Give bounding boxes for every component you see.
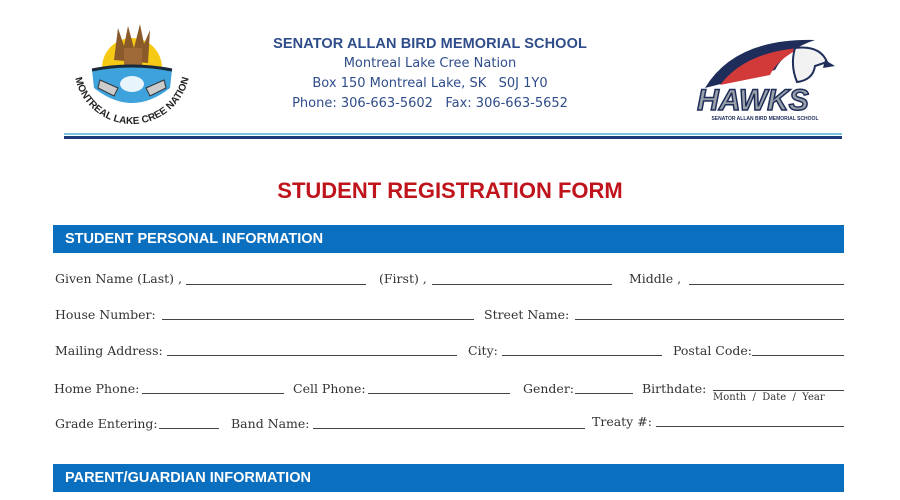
field-birthdate[interactable] [713, 390, 844, 391]
field-gender[interactable] [575, 393, 633, 394]
label-home-phone: Home Phone: [54, 381, 140, 396]
nation-name: Montreal Lake Cree Nation [343, 56, 517, 71]
label-grade-entering: Grade Entering: [55, 416, 158, 431]
field-first-name[interactable] [432, 284, 612, 285]
label-given-name-last: Given Name (Last) , [55, 271, 182, 286]
label-street-name: Street Name: [484, 307, 570, 322]
section-student-personal-info: STUDENT PERSONAL INFORMATION [53, 225, 844, 253]
left-logo-text: MONTREAL LAKE CREE NATION [72, 75, 192, 128]
label-first-name: (First) , [379, 271, 427, 286]
field-given-name-last[interactable] [186, 284, 366, 285]
school-name: SENATOR ALLAN BIRD MEMORIAL SCHOOL [273, 36, 587, 52]
field-house-number[interactable] [162, 319, 474, 320]
label-mailing-address: Mailing Address: [55, 343, 163, 358]
field-grade-entering[interactable] [159, 428, 219, 429]
label-gender: Gender: [523, 381, 575, 396]
label-band-name: Band Name: [231, 416, 310, 431]
label-city: City: [468, 343, 498, 358]
field-home-phone[interactable] [142, 393, 284, 394]
hawks-logo [665, 30, 845, 125]
field-band-name[interactable] [313, 428, 585, 429]
hawks-logo-text: HAWKS [697, 84, 809, 117]
label-birthdate: Birthdate: [642, 381, 707, 396]
field-mailing-address[interactable] [167, 355, 457, 356]
label-cell-phone: Cell Phone: [293, 381, 366, 396]
field-middle-name[interactable] [689, 284, 844, 285]
header-rule-dark [64, 136, 842, 139]
form-title: STUDENT REGISTRATION FORM [277, 178, 623, 203]
label-postal-code: Postal Code: [673, 343, 752, 358]
field-city[interactable] [502, 355, 662, 356]
field-street-name[interactable] [575, 319, 844, 320]
birthdate-format-hint: Month / Date / Year [713, 392, 825, 403]
label-middle-name: Middle , [629, 271, 682, 286]
field-treaty-number[interactable] [656, 426, 844, 427]
header-rule-light [64, 133, 842, 135]
section-parent-guardian-info: PARENT/GUARDIAN INFORMATION [53, 464, 844, 492]
label-treaty-number: Treaty #: [592, 414, 652, 429]
hawks-logo-subtext: SENATOR ALLAN BIRD MEMORIAL SCHOOL [711, 116, 819, 122]
field-postal-code[interactable] [752, 355, 844, 356]
field-cell-phone[interactable] [368, 393, 510, 394]
school-address: Box 150 Montreal Lake, SK S0J 1Y0 [312, 76, 548, 91]
label-house-number: House Number: [55, 307, 156, 322]
school-contact: Phone: 306-663-5602 Fax: 306-663-5652 [292, 96, 568, 111]
